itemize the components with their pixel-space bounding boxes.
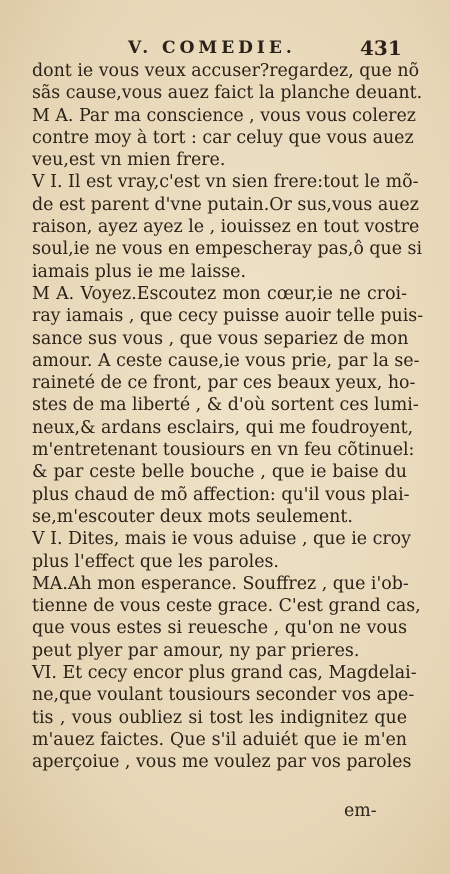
text-line: VI. Et cecy encor plus grand cas, Magdelai- xyxy=(32,663,417,684)
text-line: dont ie vous veux accuser?regardez, que nõ xyxy=(32,61,420,81)
text-line: de est parent d'vne putain.Or sus,vous auez xyxy=(32,194,419,215)
text-line: tis , vous oubliez si tost les indignitez que xyxy=(32,707,407,728)
text-line: contre moy à tort : car celuy que vous auez xyxy=(32,127,414,148)
text-line: raineté de ce front, par ces beaux yeux, ho- xyxy=(32,373,416,394)
text-line: ne,que voulant tousiours seconder vos ape- xyxy=(32,685,415,706)
text-line: soul,ie ne vous en empescheray pas,ô que si xyxy=(32,239,423,260)
text-line: M A. Voyez.Escoutez mon cœur,ie ne croi- xyxy=(32,283,407,304)
text-line: m'auez faictes. Que s'il aduiét que ie m'en xyxy=(32,729,407,750)
catchword: em- xyxy=(344,801,377,821)
page-number: 431 xyxy=(360,36,402,60)
text-line: peut plyer par amour, ny par prieres. xyxy=(32,640,360,661)
text-line: ray iamais , que cecy puisse auoir telle puis- xyxy=(32,306,424,327)
text-line: m'entretenant tousiours en vn feu cõtinuel: xyxy=(32,440,415,461)
text-line: amour. A ceste cause,ie vous prie, par la se- xyxy=(32,350,420,371)
text-line: plus l'effect que les paroles. xyxy=(32,551,279,572)
text-line: plus chaud de mõ affection: qu'il vous plai- xyxy=(32,484,410,505)
text-line: sãs cause,vous auez faict la planche deuant. xyxy=(32,83,423,104)
text-line: M A. Par ma conscience , vous vous colerez xyxy=(32,105,416,126)
text-block xyxy=(32,60,424,774)
text-line: iamais plus ie me laisse. xyxy=(32,261,247,282)
text-line: V I. Dites, mais ie vous aduise , que ie croy xyxy=(32,529,411,550)
text-line: sance sus vous , que vous separiez de mon xyxy=(32,328,409,349)
text-line: stes de ma liberté , & d'où sortent ces lumi- xyxy=(32,395,419,416)
text-line: V I. Il est vray,c'est vn sien frere:tout le mõ- xyxy=(32,172,419,193)
text-line: se,m'escouter deux mots seulement. xyxy=(32,506,353,527)
text-line: tienne de vous ceste grace. C'est grand cas, xyxy=(32,596,421,617)
text-line: raison, ayez ayez le , iouissez en tout vostre xyxy=(32,217,420,238)
running-head: V. COMEDIE. xyxy=(128,38,296,58)
text-line: que vous estes si reuesche , qu'on ne vous xyxy=(32,618,407,639)
text-line: & par ceste belle bouche , que ie baise du xyxy=(32,462,407,483)
text-line: aperçoiue , vous me voulez par vos paroles xyxy=(32,752,412,773)
text-line: neux,& ardans esclairs, qui me foudroyent, xyxy=(32,417,414,438)
text-line: MA.Ah mon esperance. Souffrez , que i'ob- xyxy=(32,573,409,594)
text-line: veu,est vn mien frere. xyxy=(32,150,226,171)
